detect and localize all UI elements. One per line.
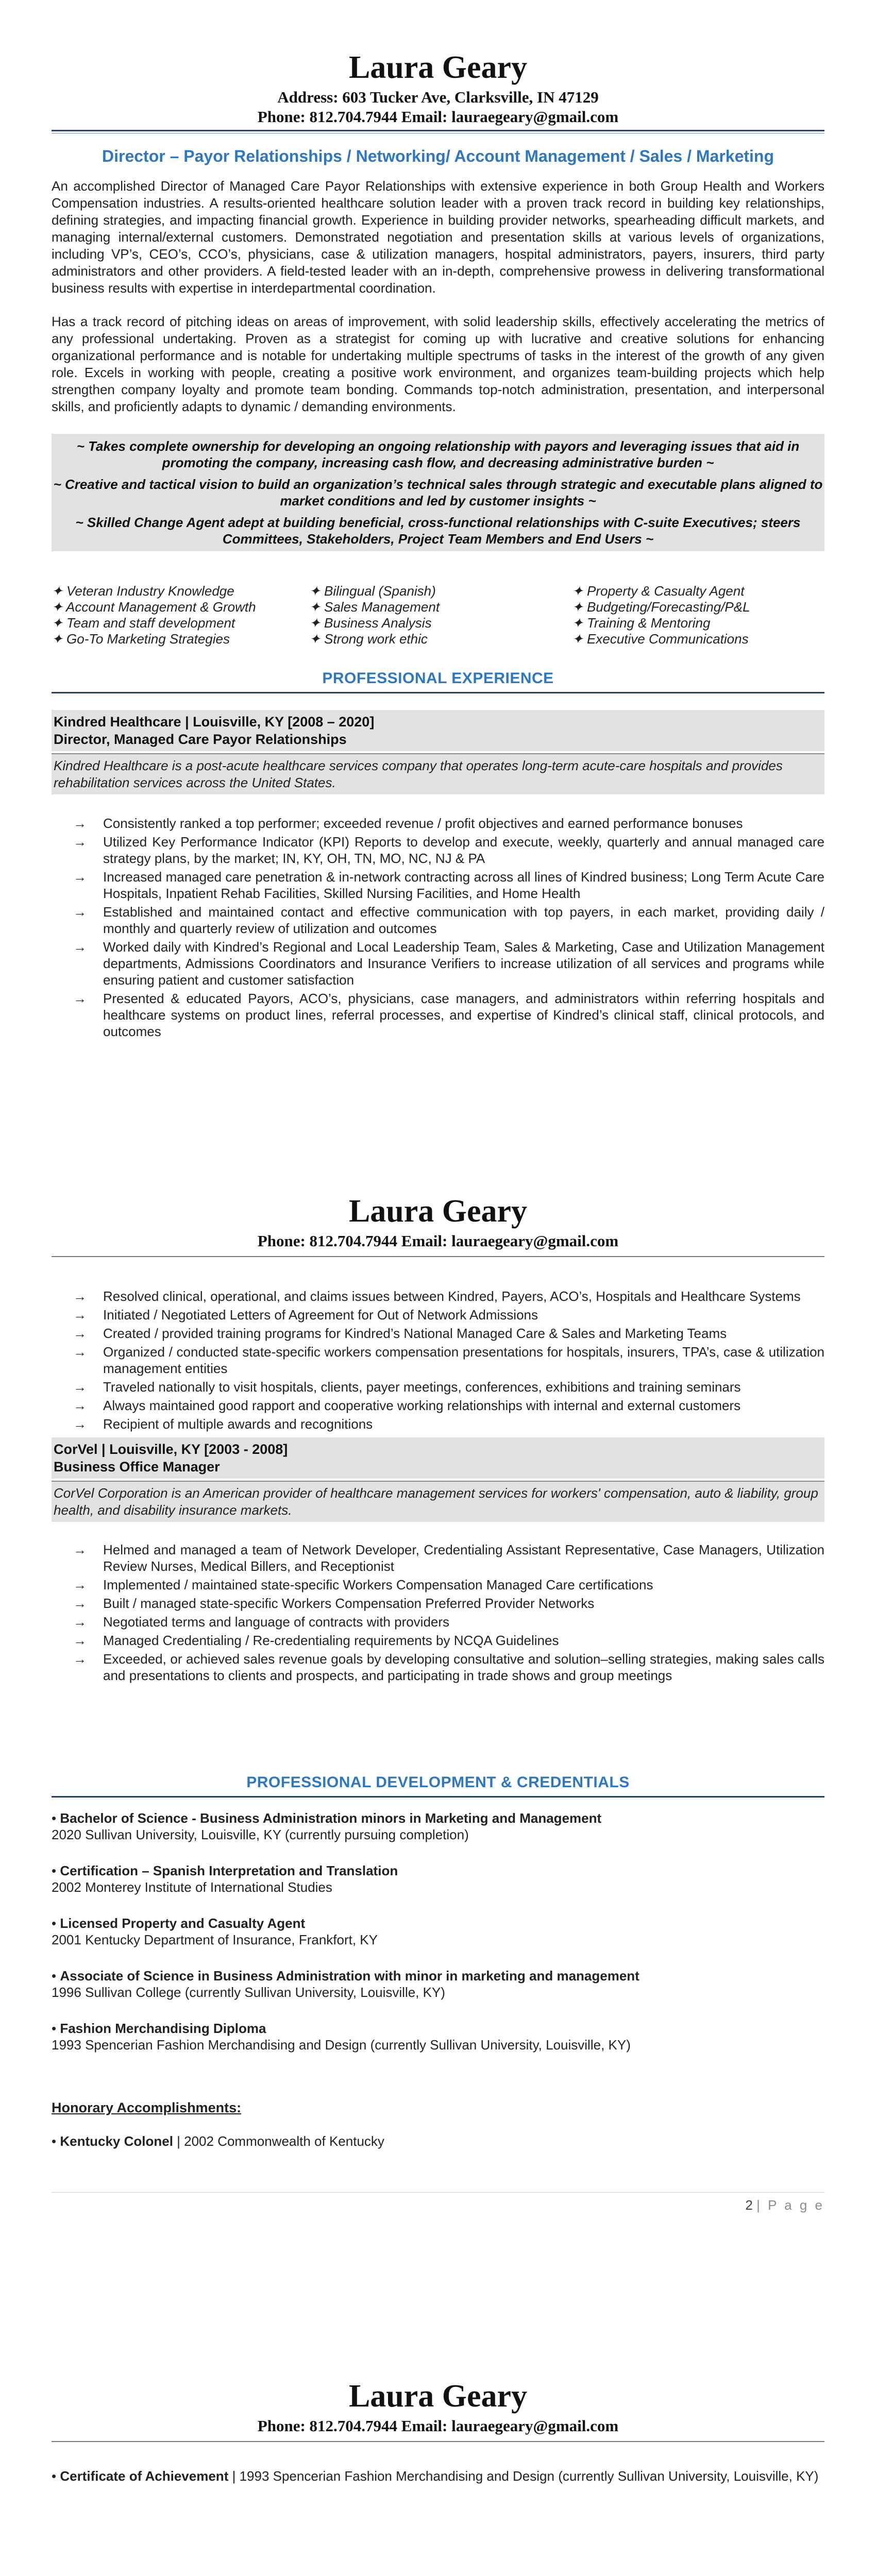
list-item: → Organized / conducted state-specific workers compensation presentations for hospitals, insurers, TPA’s, case & utilization management entities	[73, 1344, 824, 1376]
skill-item: ✦ Training & Mentoring	[572, 615, 711, 631]
list-item: → Increased managed care penetration & in-network contracting across all lines of Kindred business; Long Term Acute Care Hospitals, Inpatient Rehab Facilities, Skilled Nursing Facilities, and Home Health	[73, 869, 824, 901]
list-item: → Managed Credentialing / Re-credentialing requirements by NCQA Guidelines	[73, 1633, 559, 1648]
arrow-icon: →	[73, 1577, 87, 1592]
highlight-3: ~ Skilled Change Agent adept at building beneficial, cross-functional relationships with C-suite Executives; steers Committees, Stakeholders, Project Team Members and End Users ~	[75, 515, 801, 547]
list-item: → Created / provided training programs for Kindred’s National Managed Care & Sales and Marketing Teams	[73, 1326, 727, 1341]
arrow-icon: →	[73, 904, 87, 920]
candidate-name: Laura Geary	[348, 1194, 528, 1229]
credential-item: • Certification – Spanish Interpretation and Translation 2002 Monterey Institute of International Studies	[52, 1863, 398, 1895]
skills-grid	[52, 583, 824, 647]
highlight-1: ~ Takes complete ownership for developing an ongoing relationship with payors and leveraging issues that aid in promoting the company, increasing cash flow, and decreasing administrative burden ~	[76, 438, 800, 470]
list-item: → Worked daily with Kindred’s Regional and Local Leadership Team, Sales & Marketing, Case and Utilization Management departments, Admissions Coordinators and Insurance Verifiers to increase utilization of all services and programs while ensuring patient and customer satisfaction	[73, 939, 824, 988]
arrow-icon: →	[73, 1651, 87, 1667]
credential-item: • Bachelor of Science - Business Administration minors in Marketing and Management 2020 Sullivan University, Louisville, KY (currently pursuing completion)	[52, 1810, 602, 1842]
resume-page-2	[0, 1185, 876, 2370]
job-role: Business Office Manager	[54, 1459, 220, 1475]
skill-item: ✦ Property & Casualty Agent	[572, 583, 745, 599]
candidate-name: Laura Geary	[348, 2379, 528, 2414]
skill-item: ✦ Bilingual (Spanish)	[309, 583, 436, 599]
contact-line: Phone: 812.704.7944 Email: lauraegeary@gmail.com	[257, 108, 619, 126]
footer-divider	[52, 2192, 824, 2193]
header-divider	[52, 130, 824, 133]
arrow-icon: →	[73, 1633, 87, 1648]
list-item: → Implemented / maintained state-specific Workers Compensation Managed Care certifications	[73, 1577, 653, 1592]
header-divider	[52, 2441, 824, 2442]
header-divider	[52, 1256, 824, 1257]
skill-item: ✦ Sales Management	[309, 599, 440, 615]
list-item: → Exceeded, or achieved sales revenue goals by developing consultative and solution–selling strategies, making sales calls and presentations to clients and prospects, and participating in trade shows and group meetings	[73, 1651, 824, 1683]
arrow-icon: →	[73, 1289, 87, 1304]
list-item: → Traveled nationally to visit hospitals, clients, payer meetings, conferences, exhibitions and training seminars	[73, 1379, 741, 1395]
job-description: CorVel Corporation is an American provider of healthcare management services for workers' compensation, auto & liability, group health, and disability insurance markets.	[52, 1481, 824, 1522]
arrow-icon: →	[73, 1326, 87, 1341]
skill-item: ✦ Team and staff development	[52, 615, 235, 631]
list-item: → Always maintained good rapport and cooperative working relationships with internal and external customers	[73, 1398, 741, 1413]
section-divider	[52, 692, 824, 693]
credential-item: • Licensed Property and Casualty Agent 2001 Kentucky Department of Insurance, Frankfort, KY	[52, 1916, 378, 1947]
resume-page-1	[0, 0, 876, 1185]
arrow-icon: →	[73, 1398, 87, 1413]
resume-page-3	[0, 2370, 876, 2576]
summary-paragraph-2: Has a track record of pitching ideas on areas of improvement, with solid leadership skills, effectively accelerating the metrics of any professional undertaking. Proven as a strategist for coming up with lucrative and creative solutions for enhancing organizational performance and is notable for undertaking multiple spectrums of tasks in the interest of the growth of any given role. Excels in working with people, creating a positive work environment, and organizes team-building projects which help strengthen company loyalty and promote team bonding. Commands top-notch administration, presentation, and interpersonal skills, and proficiently adapts to dynamic / demanding environments.	[52, 314, 824, 414]
address-line: Address: 603 Tucker Ave, Clarksville, IN 47129	[277, 88, 599, 106]
honor-item: • Kentucky Colonel | 2002 Commonwealth of Kentucky	[52, 2133, 384, 2149]
honors-heading: Honorary Accomplishments:	[52, 2100, 242, 2115]
arrow-icon: →	[73, 939, 87, 955]
list-item: → Resolved clinical, operational, and claims issues between Kindred, Payers, ACO’s, Hospitals and Healthcare Systems	[73, 1289, 801, 1304]
skill-item: ✦ Budgeting/Forecasting/P&L	[572, 599, 750, 615]
arrow-icon: →	[73, 1344, 87, 1360]
arrow-icon: →	[73, 991, 87, 1006]
list-item: → Initiated / Negotiated Letters of Agreement for Out of Network Admissions	[73, 1307, 538, 1323]
list-item: → Negotiated terms and language of contracts with providers	[73, 1614, 450, 1630]
page-number: 2 | P a g e	[745, 2197, 824, 2213]
summary-paragraph-1: An accomplished Director of Managed Care Payor Relationships with extensive experience in both Group Health and Workers Compensation industries. A results-oriented healthcare solution leader with a proven track record in building key relationships, defining strategies, and impacting financial growth. Experience in building provider networks, spearheading difficult markets, and managing internal/external customers. Demonstrated negotiation and presentation skills at various levels of organizations, including VP’s, CEO’s, CCO’s, physicians, case & utilization managers, hospital administrators, payers, insurers, third party administrators and other providers. A field-tested leader with an in-depth, comprehensive prowess in delivering transformational business results with expertise in interdepartmental coordination.	[52, 178, 824, 296]
job-heading: Kindred Healthcare | Louisville, KY [2008 – 2020]	[54, 714, 375, 730]
arrow-icon: →	[73, 816, 87, 831]
list-item: → Established and maintained contact and effective communication with top payers, in each market, providing daily / monthly and quarterly review of utilization and outcomes	[73, 904, 824, 936]
highlights-box	[52, 434, 824, 551]
job-description: Kindred Healthcare is a post-acute healthcare services company that operates long-term acute-care hospitals and provides rehabilitation services across the United States.	[52, 753, 824, 794]
skill-item: ✦ Business Analysis	[309, 615, 432, 631]
arrow-icon: →	[73, 1614, 87, 1630]
list-item: → Recipient of multiple awards and recognitions	[73, 1416, 373, 1432]
skill-item: ✦ Executive Communications	[572, 631, 749, 647]
arrow-icon: →	[73, 1307, 87, 1323]
professional-title: Director – Payor Relationships / Networking/ Account Management / Sales / Marketing	[102, 147, 774, 165]
credential-item: • Associate of Science in Business Administration with minor in marketing and management 1996 Sullivan College (currently Sullivan University, Louisville, KY)	[52, 1968, 639, 2000]
section-title-experience: PROFESSIONAL EXPERIENCE	[322, 670, 554, 687]
list-item: → Utilized Key Performance Indicator (KPI) Reports to develop and execute, weekly, quarterly and annual managed care strategy plans, by the market; IN, KY, OH, TN, MO, NC, NJ & PA	[73, 834, 824, 866]
list-item: → Consistently ranked a top performer; exceeded revenue / profit objectives and earned performance bonuses	[73, 816, 743, 831]
job-bullets-kindred-continued	[52, 1288, 824, 1434]
arrow-icon: →	[73, 1416, 87, 1432]
list-item: → Built / managed state-specific Workers Compensation Preferred Provider Networks	[73, 1596, 595, 1611]
arrow-icon: →	[73, 869, 87, 885]
highlight-2: ~ Creative and tactical vision to build an organization’s technical sales through strategic and executable plans aligned to market conditions and led by customer insights ~	[53, 477, 823, 509]
contact-line: Phone: 812.704.7944 Email: lauraegeary@gmail.com	[257, 2417, 619, 2435]
list-item: → Helmed and managed a team of Network Developer, Credentialing Assistant Representative, Case Managers, Utilization Review Nurses, Medical Billers, and Receptionist	[73, 1542, 824, 1574]
list-item: → Presented & educated Payors, ACO’s, physicians, case managers, and administrators within referring hospitals and healthcare systems on product lines, referral processes, and expertise of Kindred’s clinical staff, clinical protocols, and outcomes	[73, 991, 824, 1039]
candidate-name: Laura Geary	[348, 50, 528, 85]
contact-line: Phone: 812.704.7944 Email: lauraegeary@gmail.com	[257, 1232, 619, 1250]
skill-item: ✦ Veteran Industry Knowledge	[52, 583, 234, 599]
skill-item: ✦ Account Management & Growth	[52, 599, 256, 615]
job-role: Director, Managed Care Payor Relationships	[54, 732, 347, 747]
job-header-kindred	[52, 710, 824, 751]
credential-item: • Fashion Merchandising Diploma 1993 Spencerian Fashion Merchandising and Design (currently Sullivan University, Louisville, KY)	[52, 2021, 631, 2053]
arrow-icon: →	[73, 1379, 87, 1395]
job-header-corvel	[52, 1437, 824, 1479]
arrow-icon: →	[73, 1542, 87, 1557]
arrow-icon: →	[73, 834, 87, 850]
section-divider	[52, 1796, 824, 1798]
job-bullets-corvel	[52, 1541, 824, 1686]
skill-item: ✦ Strong work ethic	[309, 631, 428, 647]
skill-item: ✦ Go-To Marketing Strategies	[52, 631, 230, 647]
arrow-icon: →	[73, 1596, 87, 1611]
section-title-development: PROFESSIONAL DEVELOPMENT & CREDENTIALS	[246, 1774, 630, 1791]
job-bullets-kindred	[52, 815, 824, 1042]
job-heading: CorVel | Louisville, KY [2003 - 2008]	[54, 1442, 288, 1457]
honor-item: • Certificate of Achievement | 1993 Spencerian Fashion Merchandising and Design (currently Sullivan University, Louisville, KY)	[52, 2468, 819, 2484]
